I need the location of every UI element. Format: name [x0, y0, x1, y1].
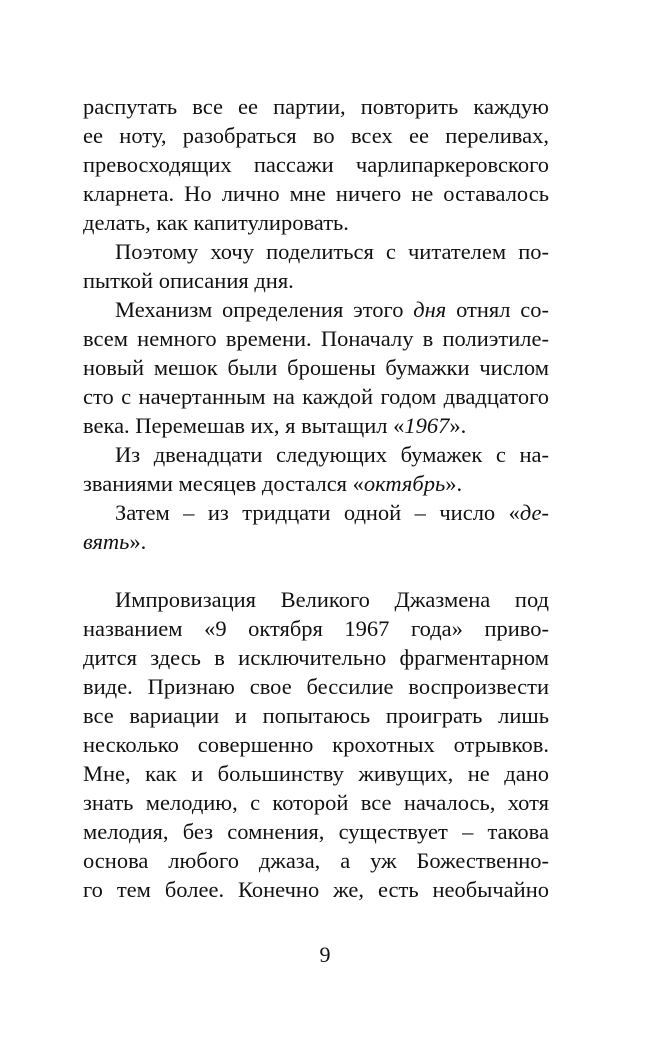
page-number: 9: [319, 942, 331, 967]
text-line: распутать все ее партии, повторить каждую: [83, 94, 549, 119]
text-fragment: ».: [449, 413, 467, 438]
text-fragment: званиями месяцев достался «: [83, 471, 364, 496]
text-line: делать, как капитулировать.: [83, 210, 349, 235]
italic-day: де-: [519, 500, 549, 525]
paragraph-6: [83, 585, 549, 904]
paragraph-2: [83, 237, 549, 295]
text-line: знать мелодию, с которой все началось, хотя: [83, 790, 549, 815]
paragraph-5: [83, 498, 549, 556]
text-fragment: ».: [445, 471, 463, 496]
paragraph-1: [83, 92, 549, 237]
text-line: новый мешок были брошены бумажки числом: [83, 355, 549, 380]
text-line: основа любого джаза, а уж Божественно-: [83, 848, 549, 873]
section-break: [83, 556, 549, 585]
text-line: всем немного времени. Поначалу в полиэтиле-: [83, 326, 549, 351]
italic-year: 1967: [404, 413, 450, 438]
text-fragment: Механизм определения этого: [115, 297, 414, 322]
text-line: [83, 498, 549, 527]
text-line: Импровизация Великого Джазмена под: [115, 587, 549, 612]
page-body: [83, 92, 549, 904]
text-line: Мне, как и большинству живущих, не дано: [83, 761, 549, 786]
text-line: мелодия, без сомнения, существует – такова: [83, 819, 549, 844]
text-line: [83, 469, 549, 498]
text-line: Из двенадцати следующих бумажек с на-: [115, 442, 549, 467]
text-line: [83, 411, 549, 440]
text-line: все вариации и попытаюсь проиграть лишь: [83, 703, 549, 728]
text-line: Поэтому хочу поделиться с читателем по-: [115, 239, 549, 264]
italic-month: октябрь: [363, 471, 446, 496]
text-line: пыткой описания дня.: [83, 268, 294, 293]
italic-word: дня: [413, 297, 447, 322]
text-line: превосходящих пассажи чарлипаркеровского: [83, 152, 549, 177]
text-line: го тем более. Конечно же, есть необычайно: [83, 877, 549, 902]
text-fragment: ».: [129, 529, 147, 554]
text-line: дится здесь в исключительно фрагментарном: [83, 645, 549, 670]
text-line: несколько совершенно крохотных отрывков.: [83, 732, 549, 757]
text-fragment: века. Перемешав их, я вытащил «: [83, 413, 405, 438]
text-fragment: отнял со-: [446, 297, 549, 322]
text-fragment: Затем – из тридцати одной – число «: [115, 500, 520, 525]
text-line: названием «9 октября 1967 года» приво-: [83, 616, 549, 641]
text-line: виде. Признаю свое бессилие воспроизвести: [83, 674, 549, 699]
paragraph-3: [83, 295, 549, 440]
text-line: [83, 295, 549, 324]
text-line: [83, 527, 549, 556]
paragraph-4: [83, 440, 549, 498]
text-line: ее ноту, разобраться во всех ее переливах,: [83, 123, 549, 148]
text-line: сто с начертанным на каждой годом двадцатого: [83, 384, 549, 409]
italic-day: вять: [83, 529, 130, 554]
text-line: кларнета. Но лично мне ничего не оставалось: [83, 181, 549, 206]
